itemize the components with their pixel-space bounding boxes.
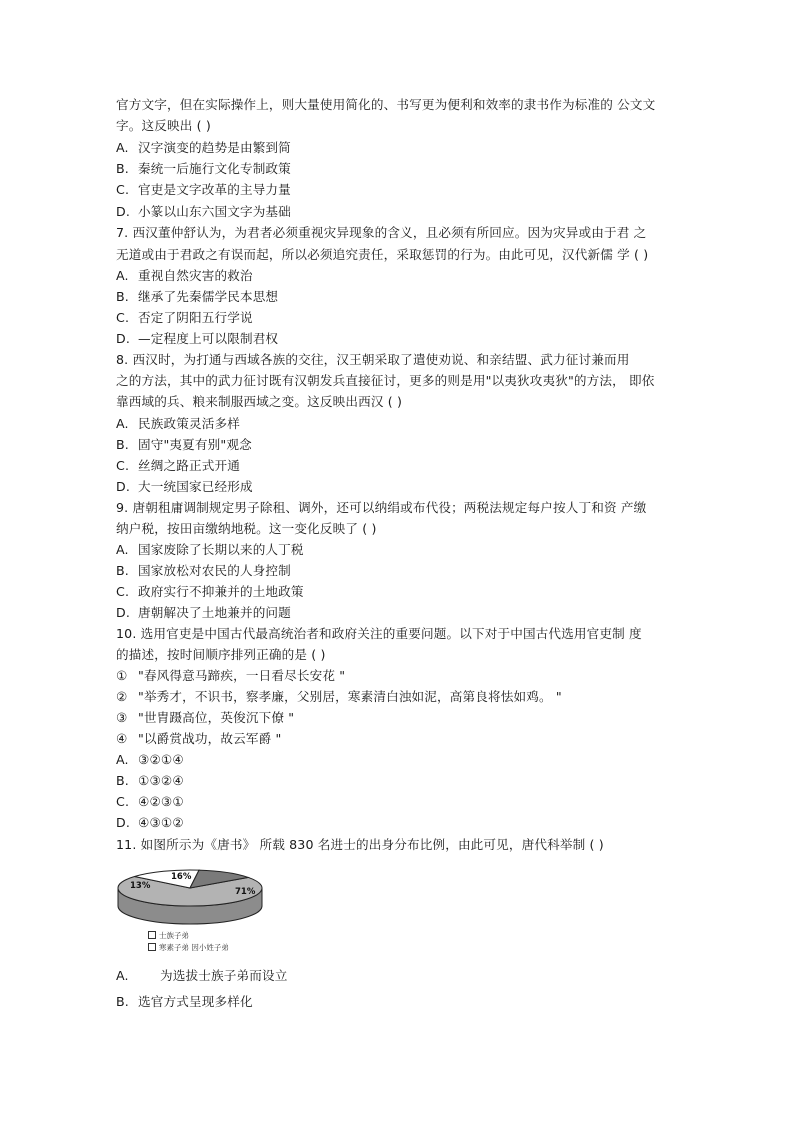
legend-label: 士族子弟: [159, 931, 189, 940]
q10-item-2: [116, 689, 562, 705]
option-letter: B.: [116, 289, 129, 304]
option-letter: A.: [116, 542, 129, 557]
q9-stem-line2: 纳户税，按田亩缴纳地税。这一变化反映了 ( ): [116, 521, 377, 536]
option-text: 重视自然灾害的救治: [138, 268, 253, 283]
q7-stem-line2: 无道或由于君政之有误而起，所以必须追究责任，采取惩罚的行为。由此可见，汉代新儒 学 ( ): [116, 247, 649, 262]
option-letter: C.: [116, 458, 130, 473]
option-letter: B.: [116, 563, 129, 578]
q11-option-a: [116, 968, 287, 984]
legend-swatch: [148, 931, 156, 939]
option-letter: C.: [116, 584, 130, 599]
q6-option-b: [116, 161, 291, 177]
option-letter: D.: [116, 815, 131, 830]
item-text: "举秀才，不识书，察孝廉，父别居，寒素清白浊如泥，高第良将怯如鸡。 ": [138, 689, 562, 704]
option-letter: D.: [116, 605, 131, 620]
option-text: 国家放松对农民的人身控制: [138, 563, 291, 578]
q9-stem-line1: 9. 唐朝租庸调制规定男子除租、调外，还可以纳绢或布代役；两税法规定每户按人丁和资 产缴: [116, 500, 647, 515]
q8-stem-line2: 之的方法，其中的武力征讨既有汉朝发兵直接征讨，更多的则是用"以夷狄攻夷狄"的方法， 即依: [116, 373, 655, 388]
option-letter: B.: [116, 161, 129, 176]
option-text: —定程度上可以限制君权: [138, 331, 279, 346]
option-letter: D.: [116, 331, 131, 346]
q7-option-b: [116, 289, 278, 305]
option-letter: B.: [116, 994, 129, 1009]
q8-option-c: [116, 458, 240, 474]
q6-stem-line2: 字。这反映出 ( ): [116, 118, 211, 133]
pie-data-label: 16%: [171, 872, 192, 882]
q11-stem-line1: 11. 如图所示为《唐书》 所载 830 名进士的出身分布比例，由此可见，唐代科举制 ( ): [116, 837, 604, 852]
option-text: 继承了先秦儒学民本思想: [138, 289, 279, 304]
q8-option-a: [116, 416, 240, 432]
option-letter: A.: [116, 416, 129, 431]
q7-option-a: [116, 268, 253, 284]
q10-item-3: [116, 710, 294, 726]
item-mark: ①: [116, 668, 128, 683]
option-letter: C.: [116, 794, 130, 809]
q10-option-a: [116, 752, 184, 768]
q6-option-d: [116, 204, 291, 220]
q7-stem-line1: 7. 西汉董仲舒认为，为君者必须重视灾异现象的含义，且必须有所回应。因为灾异或由于君 之: [116, 225, 647, 240]
option-letter: C.: [116, 310, 130, 325]
q10-item-1: [116, 668, 345, 684]
option-letter: A.: [116, 140, 129, 155]
q6-option-c: [116, 182, 291, 198]
q10-option-d: [116, 815, 184, 831]
q7-option-d: [116, 331, 278, 347]
q8-option-b: [116, 437, 252, 453]
option-text: 唐朝解决了土地兼并的问题: [138, 605, 291, 620]
q8-stem-line1: 8. 西汉时，为打通与西域各族的交往，汉王朝采取了遣使劝说、和亲结盟、武力征讨兼而用: [116, 352, 630, 367]
pie-data-label: 13%: [130, 881, 151, 891]
item-mark: ④: [116, 731, 128, 746]
legend-label: 寒素子弟 因小姓子弟: [159, 943, 229, 952]
q10-option-b: [116, 773, 184, 789]
option-text: 汉字演变的趋势是由繁到简: [138, 140, 291, 155]
option-text: 官吏是文字改革的主导力量: [138, 182, 291, 197]
q6-option-a: [116, 140, 291, 156]
q7-option-c: [116, 310, 253, 326]
q11-option-b: [116, 994, 253, 1010]
item-mark: ③: [116, 710, 128, 725]
q9-option-c: [116, 584, 304, 600]
option-text: 否定了阴阳五行学说: [138, 310, 253, 325]
option-letter: B.: [116, 773, 129, 788]
pie-data-label: 71%: [235, 887, 256, 897]
q10-stem-line1: 10. 选用官吏是中国古代最高统治者和政府关注的重要问题。以下对于中国古代选用官吏制 度: [116, 626, 642, 641]
q8-stem-line3: 靠西域的兵、粮来制服西域之变。这反映出西汉 ( ): [116, 394, 403, 409]
q9-option-d: [116, 605, 291, 621]
option-letter: B.: [116, 437, 129, 452]
item-text: "春风得意马蹄疾，一日看尽长安花 ": [138, 668, 346, 683]
pie-legend-line1: [148, 931, 189, 940]
q10-option-c: [116, 794, 184, 810]
option-text: 政府实行不抑兼并的土地政策: [138, 584, 304, 599]
option-text: ③②①④: [138, 752, 184, 767]
option-letter: A.: [116, 968, 129, 983]
q9-option-b: [116, 563, 291, 579]
option-letter: D.: [116, 204, 131, 219]
option-text: 选官方式呈现多样化: [138, 994, 253, 1009]
pie-chart-svg: [113, 864, 273, 939]
option-text: 秦统一后施行文化专制政策: [138, 161, 291, 176]
option-text: 民族政策灵活多样: [138, 416, 240, 431]
option-letter: A.: [116, 752, 129, 767]
option-text: ④③①②: [138, 815, 184, 830]
option-text: ④②③①: [138, 794, 184, 809]
q9-option-a: [116, 542, 304, 558]
option-text: 为选拔士族子弟而设立: [160, 968, 288, 983]
item-mark: ②: [116, 689, 128, 704]
option-text: 固守"夷夏有别"观念: [138, 437, 252, 452]
option-text: 小篆以山东六国文字为基础: [138, 204, 291, 219]
legend-swatch: [148, 943, 156, 951]
q8-option-d: [116, 479, 253, 495]
q6-stem-line1: 官方文字，但在实际操作上，则大量使用简化的、书写更为便利和效率的隶书作为标准的 公文文: [116, 97, 656, 112]
option-text: 丝绸之路正式开通: [138, 458, 240, 473]
q10-stem-line2: 的描述，按时间顺序排列正确的是 ( ): [116, 647, 326, 662]
option-text: 大一统国家已经形成: [138, 479, 253, 494]
q10-item-4: [116, 731, 281, 747]
pie-legend-line2: [148, 943, 229, 952]
option-letter: C.: [116, 182, 130, 197]
option-text: 国家废除了长期以来的人丁税: [138, 542, 304, 557]
item-text: "以爵赏战功，故云军爵 ": [138, 731, 282, 746]
option-letter: D.: [116, 479, 131, 494]
option-text: ①③②④: [138, 773, 184, 788]
item-text: "世胄蹑高位，英俊沉下僚 ": [138, 710, 295, 725]
option-letter: A.: [116, 268, 129, 283]
